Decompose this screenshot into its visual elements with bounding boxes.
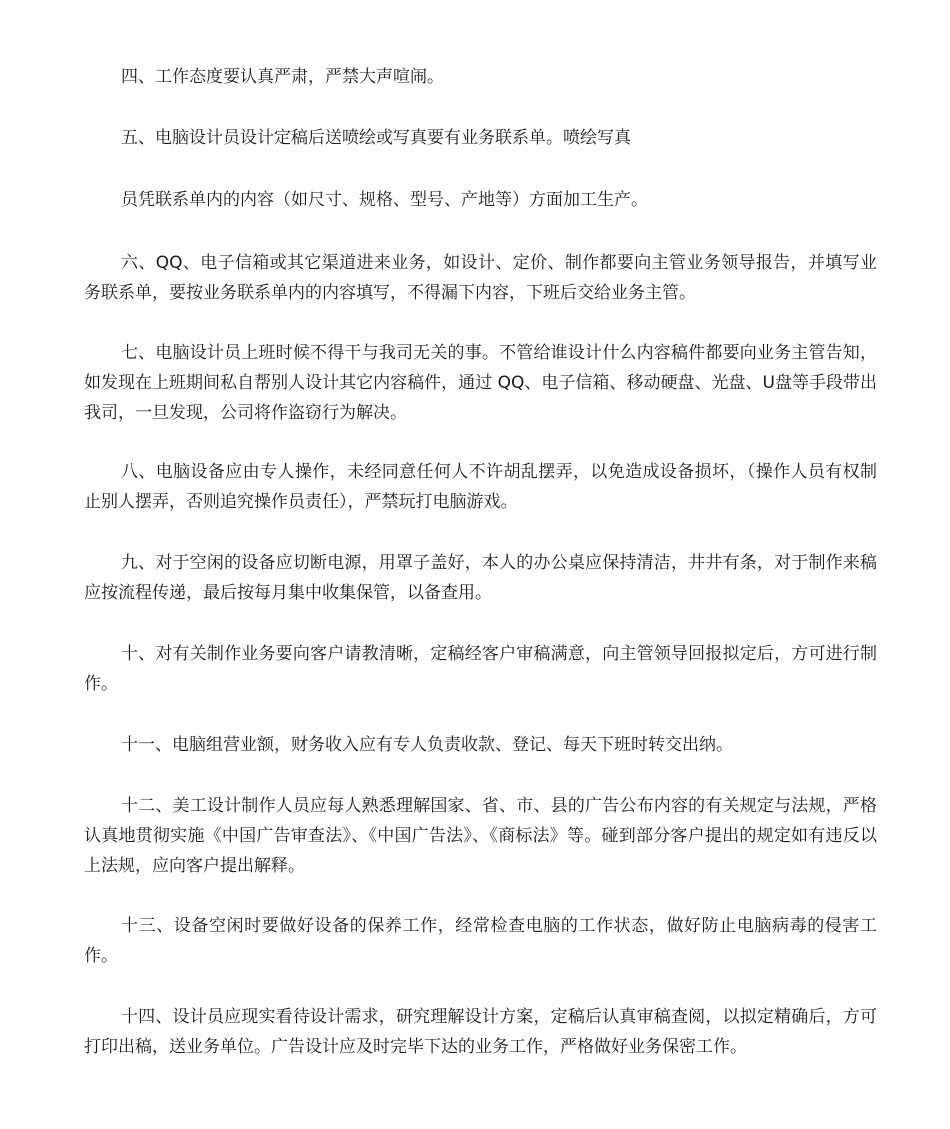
paragraph-rule-14: 十四、设计员应现实看待设计需求，研究理解设计方案，定稿后认真审稿查阅，以拟定精确后，方可打印出稿，送业务单位。广告设计应及时完毕下达的业务工作，严格做好业务保密工作。: [84, 1007, 877, 1057]
paragraph-rule-8: 八、电脑设备应由专人操作，未经同意任何人不许胡乱摆弄，以免造成设备损坏，（操作人员有权制止别人摆弄，否则追究操作员责任），严禁玩打电脑游戏。: [84, 462, 877, 512]
paragraph-rule-10: 十、对有关制作业务要向客户请教清晰，定稿经客户审稿满意，向主管领导回报拟定后，方可进行制作。: [84, 644, 877, 694]
paragraph-rule-7: 七、电脑设计员上班时候不得干与我司无关的事。不管给谁设计什么内容稿件都要向业务主管告知，如发现在上班期间私自帮别人设计其它内容稿件，通过 QQ、电子信箱、移动硬盘、光盘、U盘等手段带出我司，一旦发现，公司将作盗窃行为解决。: [84, 343, 877, 423]
paragraph-rule-12: 十二、美工设计制作人员应每人熟悉理解国家、省、市、县的广告公布内容的有关规定与法规，严格认真地贯彻实施《中国广告审查法》、《中国广告法》、《商标法》等。碰到部分客户提出的规定如有违反以上法规，应向客户提出解释。: [84, 796, 877, 876]
paragraph-rule-11: 十一、电脑组营业额，财务收入应有专人负责收款、登记、每天下班时转交出纳。: [121, 735, 733, 755]
paragraph-rule-6: 六、QQ、电子信箱或其它渠道进来业务，如设计、定价、制作都要向主管业务领导报告，并填写业务联系单，要按业务联系单内的内容填写，不得漏下内容，下班后交给业务主管。: [84, 253, 877, 303]
paragraph-rule-4: 四、工作态度要认真严肃，严禁大声喧闹。: [121, 67, 444, 87]
paragraph-rule-5-continued: 员凭联系单内的内容（如尺寸、规格、型号、产地等）方面加工生产。: [121, 190, 648, 210]
paragraph-rule-5: 五、电脑设计员设计定稿后送喷绘或写真要有业务联系单。喷绘写真: [121, 128, 631, 148]
paragraph-rule-13: 十三、设备空闲时要做好设备的保养工作，经常检查电脑的工作状态，做好防止电脑病毒的侵害工作。: [84, 916, 877, 966]
paragraph-rule-9: 九、对于空闲的设备应切断电源，用罩子盖好，本人的办公桌应保持清洁，井井有条，对于制作来稿应按流程传递，最后按每月集中收集保管，以备查用。: [84, 553, 877, 603]
